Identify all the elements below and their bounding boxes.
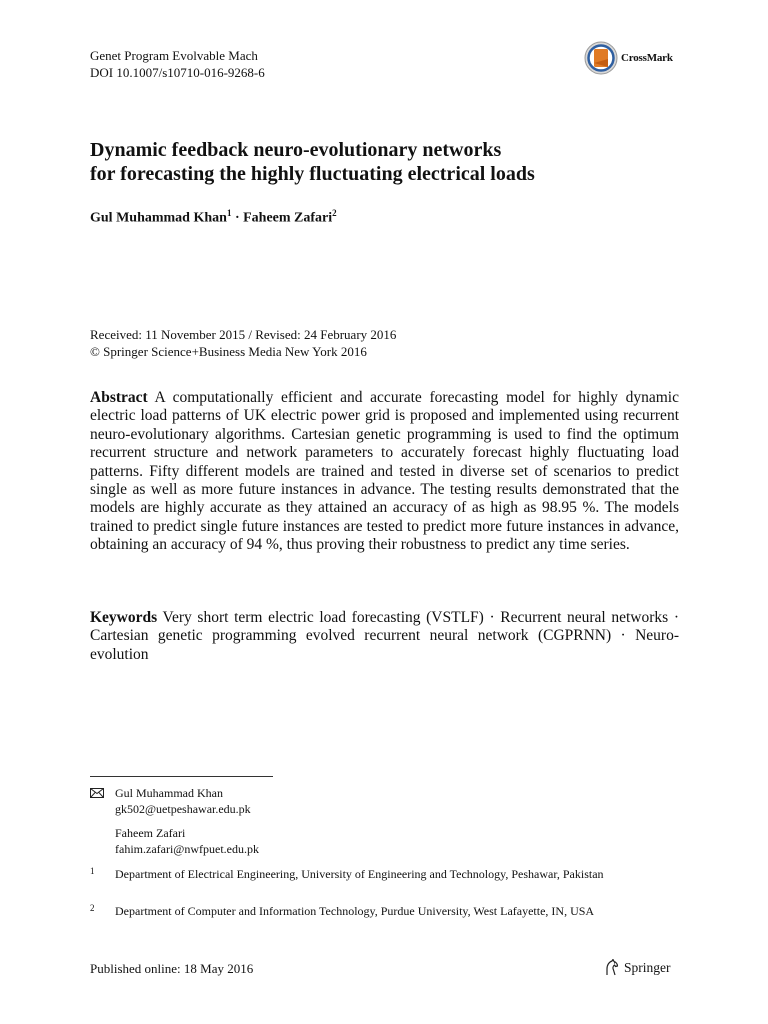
keywords-text: Very short term electric load forecasting (VSTLF) · Recurrent neural networks · Cartesian genetic programming evolved recurrent neural network (CGPRNN) · Neuro-evolution <box>90 609 679 663</box>
affiliation <box>90 903 650 919</box>
published-online: Published online: 18 May 2016 <box>90 961 254 976</box>
keywords <box>90 609 679 664</box>
affiliation-mark: 2 <box>332 208 337 218</box>
author-name: Faheem Zafari <box>243 210 333 226</box>
affiliation <box>90 866 650 882</box>
copyright: © Springer Science+Business Media New York 2016 <box>90 344 367 359</box>
crossmark-icon <box>584 41 618 75</box>
contact-email[interactable]: fahim.zafari@nwfpuet.edu.pk <box>115 842 259 856</box>
title-line-1: Dynamic feedback neuro-evolutionary networks <box>90 139 502 161</box>
footnote-divider <box>90 776 273 777</box>
doi: DOI 10.1007/s10710-016-9268-6 <box>90 65 265 80</box>
contact-name: Faheem Zafari <box>115 826 186 840</box>
journal-name: Genet Program Evolvable Mach <box>90 48 258 63</box>
affiliation-mark: 1 <box>226 208 232 218</box>
affiliation-number: 2 <box>90 903 95 913</box>
abstract <box>90 389 679 555</box>
abstract-text: A computationally efficient and accurate forecasting model for highly dynamic electric load patterns of UK electric power grid is proposed and implemented using recurrent neuro-evolutionary algorithms. Cartesian genetic programming is used to find the optimum recurrent structure and network parameters to accurately forecast highly fluctuating load patterns. Fifty different models are trained and tested in diverse set of scenarios to predict single as well as more future instances in advance. The testing results demonstrated that the models are highly accurate as they attained an accuracy of as high as 98.95 %. The models trained to predict single future instances are tested to predict more future instances in advance, obtaining an accuracy of 94 %, thus proving their robustness to predict any time series. <box>90 389 679 554</box>
contact-name: Gul Muhammad Khan <box>115 786 223 800</box>
affiliation-number: 1 <box>90 866 95 876</box>
springer-label: Springer <box>624 959 671 975</box>
abstract-heading: Abstract <box>90 389 148 406</box>
affiliation-text: Department of Electrical Engineering, University of Engineering and Technology, Peshawar, Pakistan <box>115 867 604 881</box>
author-list <box>90 208 337 227</box>
author-separator: · <box>234 210 240 226</box>
crossmark-label: CrossMark <box>621 52 673 64</box>
affiliation-text: Department of Computer and Information Technology, Purdue University, West Lafayette, IN, USA <box>115 904 595 918</box>
envelope-icon <box>90 788 104 798</box>
title-line-2: for forecasting the highly fluctuating electrical loads <box>90 163 535 185</box>
contact-email[interactable]: gk502@uetpeshawar.edu.pk <box>115 802 251 816</box>
journal-header <box>90 47 265 81</box>
author-name: Gul Muhammad Khan <box>90 210 227 226</box>
springer-horse-icon <box>604 959 620 976</box>
crossmark-badge[interactable] <box>584 41 673 75</box>
keywords-heading: Keywords <box>90 609 158 626</box>
paper-title <box>90 138 690 186</box>
publication-dates <box>90 326 396 360</box>
contact-entry <box>90 825 259 857</box>
contact-entry <box>90 785 259 817</box>
springer-logo <box>604 959 671 976</box>
received-revised: Received: 11 November 2015 / Revised: 24 February 2016 <box>90 327 397 342</box>
correspondence <box>90 785 259 857</box>
